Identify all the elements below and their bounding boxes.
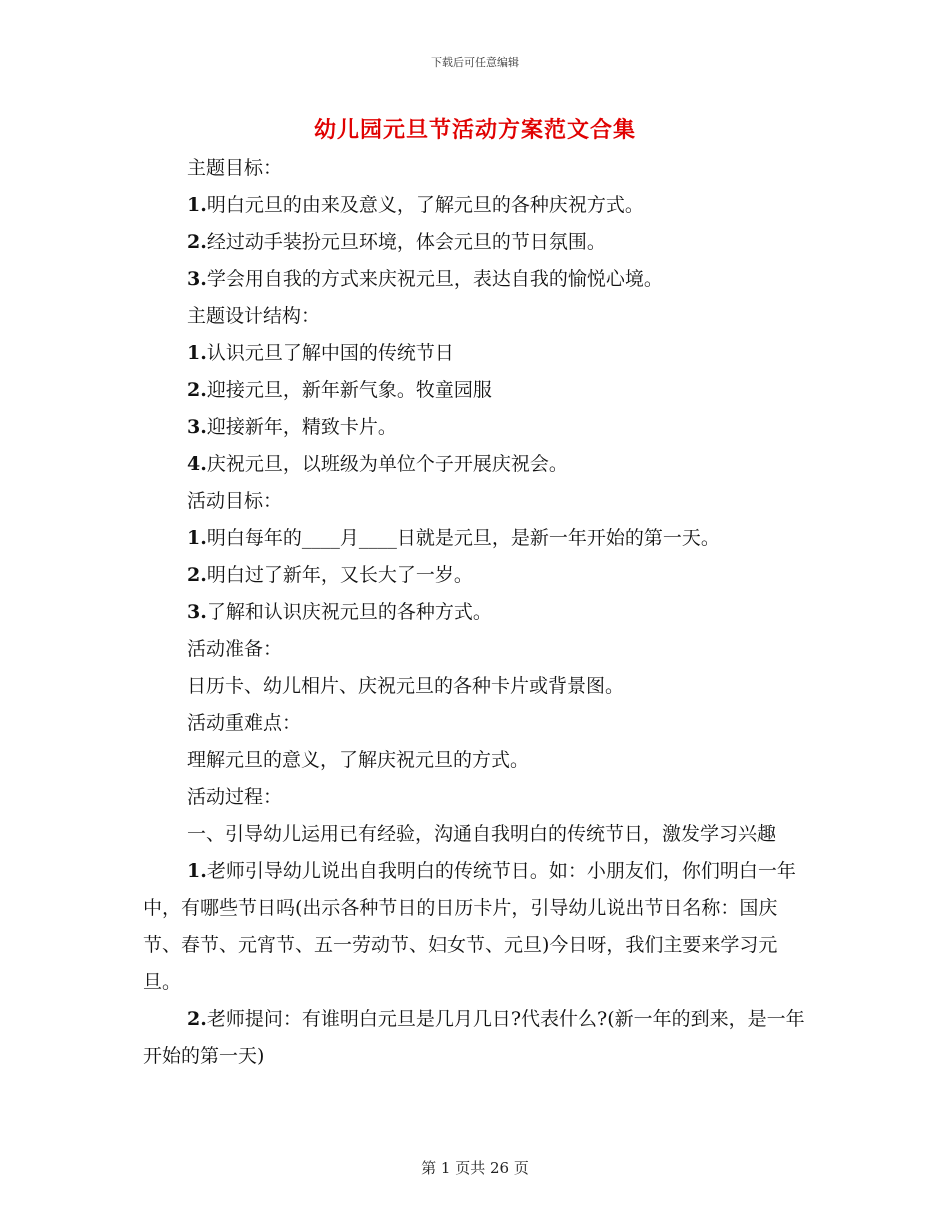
list-item <box>143 520 813 557</box>
list-number: 3. <box>187 268 207 290</box>
list-text: 学会用自我的方式来庆祝元旦，表达自我的愉悦心境。 <box>206 268 663 290</box>
list-text: 了解和认识庆祝元旦的各种方式。 <box>206 601 492 623</box>
section-heading-activity-goals: 活动目标： <box>187 490 283 512</box>
page-number: 第 1 页共 26 页 <box>421 1159 529 1177</box>
paragraph <box>143 1001 813 1075</box>
list-item <box>143 372 813 409</box>
list-item <box>143 261 813 298</box>
list-number: 2. <box>187 564 207 586</box>
list-text: 迎接元旦，新年新气象。牧童园服 <box>206 379 492 401</box>
list-number: 2. <box>187 379 207 401</box>
list-item <box>143 557 813 594</box>
list-text: 经过动手装扮元旦环境，体会元旦的节日氛围。 <box>206 231 606 253</box>
list-number: 3. <box>187 601 207 623</box>
list-item <box>143 224 813 261</box>
section-heading-preparation: 活动准备： <box>187 638 283 660</box>
paragraph: 一、引导幼儿运用已有经验，沟通自我明白的传统节日，激发学习兴趣 <box>187 823 777 845</box>
section-heading-process: 活动过程： <box>187 786 283 808</box>
list-text: 庆祝元旦，以班级为单位个子开展庆祝会。 <box>206 453 568 475</box>
list-text: 老师引导幼儿说出自我明白的传统节日。如：小朋友们，你们明白一年中，有哪些节日吗(出示各种节日的日历卡片，引导幼儿说出节日名称：国庆节、春节、元宵节、五一劳动节、妇女节、元旦)今日呀，我们主要来学习元旦。 <box>143 860 796 993</box>
section-heading-key-points: 活动重难点： <box>187 712 302 734</box>
list-item <box>143 594 813 631</box>
paragraph: 理解元旦的意义，了解庆祝元旦的方式。 <box>187 749 530 771</box>
list-item <box>143 187 813 224</box>
list-number: 2. <box>187 1008 207 1030</box>
document-body <box>143 150 813 1075</box>
document-title: 幼儿园元旦节活动方案范文合集 <box>313 117 636 143</box>
paragraph: 日历卡、幼儿相片、庆祝元旦的各种卡片或背景图。 <box>187 675 625 697</box>
list-number: 1. <box>187 527 207 549</box>
list-number: 1. <box>187 194 207 216</box>
section-heading-theme-goals: 主题目标： <box>187 157 283 179</box>
list-number: 2. <box>187 231 207 253</box>
list-item <box>143 335 813 372</box>
list-text: 明白元旦的由来及意义，了解元旦的各种庆祝方式。 <box>206 194 644 216</box>
paragraph <box>143 853 813 1001</box>
header-note: 下载后可任意编辑 <box>431 56 519 69</box>
list-text: 明白过了新年，又长大了一岁。 <box>206 564 473 586</box>
list-item <box>143 409 813 446</box>
list-text: 认识元旦了解中国的传统节日 <box>206 342 454 364</box>
list-text: 老师提问：有谁明白元旦是几月几日?代表什么?(新一年的到来，是一年开始的第一天) <box>143 1008 805 1067</box>
list-text: 迎接新年，精致卡片。 <box>206 416 397 438</box>
list-number: 1. <box>187 860 207 882</box>
list-item <box>143 446 813 483</box>
list-number: 1. <box>187 342 207 364</box>
list-number: 4. <box>187 453 207 475</box>
section-heading-theme-structure: 主题设计结构： <box>187 305 321 327</box>
list-text: 明白每年的____月____日就是元旦，是新一年开始的第一天。 <box>206 527 720 549</box>
list-number: 3. <box>187 416 207 438</box>
